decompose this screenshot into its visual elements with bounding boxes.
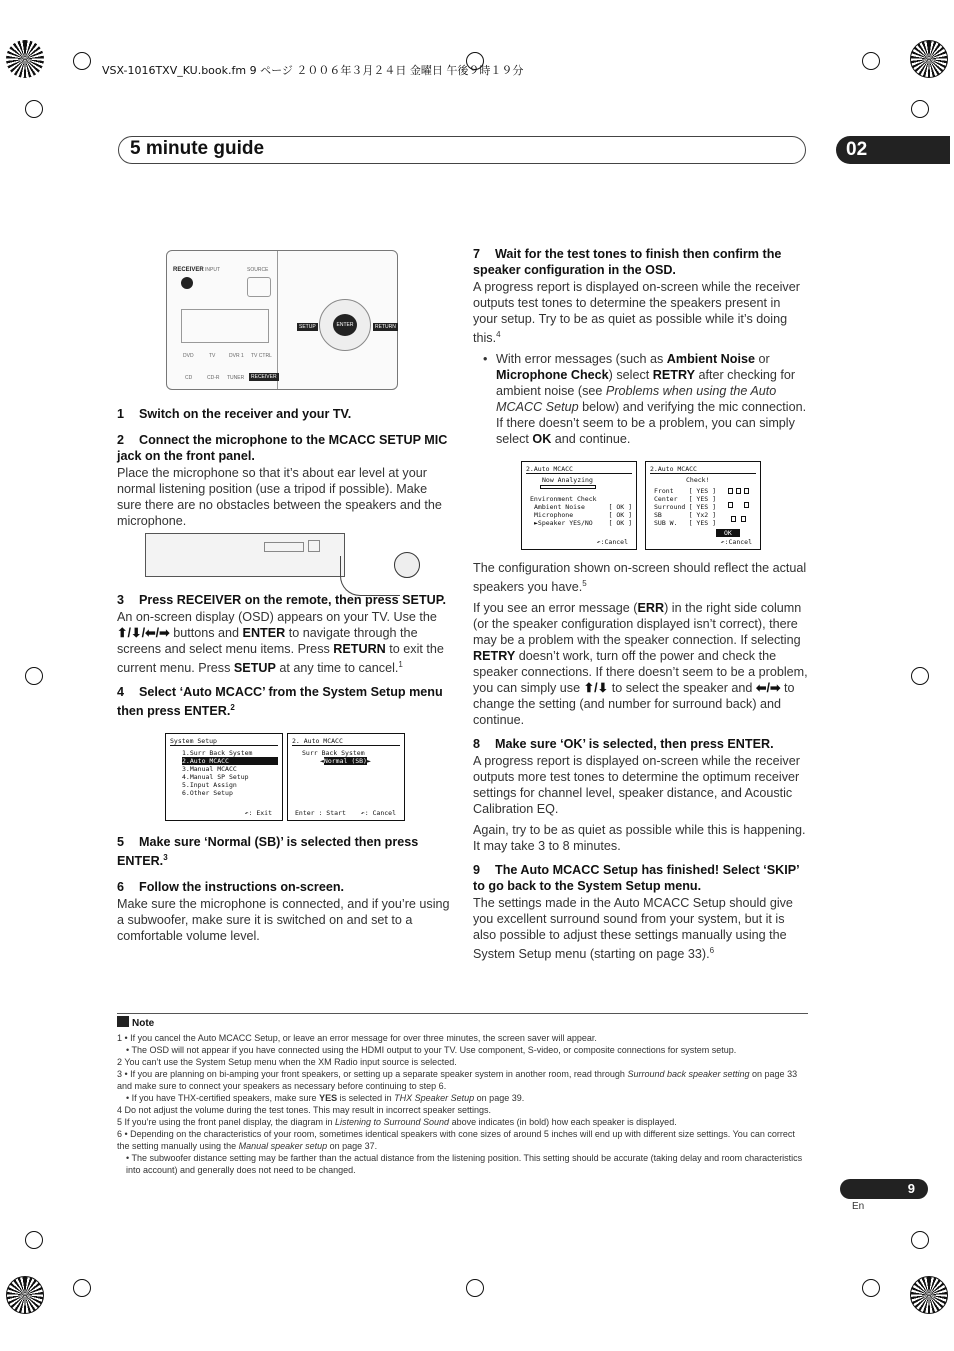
- crosshair-mark: [911, 667, 929, 685]
- step-6-text: Make sure the microphone is connected, and if you’re using a subwoofer, make sure it is switched on and set to a comfortable volume level.: [117, 897, 450, 944]
- osd-title: 2. Auto MCACC: [292, 737, 400, 746]
- crosshair-mark: [911, 100, 929, 118]
- source-label: SOURCE: [247, 267, 269, 273]
- receiver-button: RECEIVER: [251, 374, 277, 380]
- osd-footer-left: Enter : Start: [295, 809, 346, 817]
- note-item: 6 • Depending on the characteristics of your room, sometimes identical speakers with cone sizes of around 5 inches will end up with different size settings. You can correct the setting manually using the Manual speaker setup on page 37.: [117, 1129, 795, 1151]
- tuner-label: TUNER: [227, 375, 245, 381]
- step-1: 1 Switch on the receiver and your TV.: [117, 407, 352, 421]
- return-button: RETURN: [375, 324, 396, 330]
- progress-bar: [540, 485, 596, 489]
- crosshair-mark: [25, 100, 43, 118]
- note-item: 1 • If you cancel the Auto MCACC Setup, or leave an error message for over three minutes, the screen saver will appear.: [117, 1033, 597, 1043]
- step-5: 5 Make sure ‘Normal (SB)’ is selected then press ENTER.$^3$: [117, 835, 419, 869]
- left-column-3: [117, 826, 452, 949]
- osd-title: 2.Auto MCACC: [526, 465, 632, 474]
- enter-button: ENTER: [333, 314, 357, 336]
- remote-illustration: [166, 250, 398, 390]
- crosshair-mark: [862, 1279, 880, 1297]
- step-6: 6 Follow the instructions on-screen.: [117, 880, 345, 895]
- tvctrl-label: TV CTRL: [251, 353, 272, 359]
- front-panel-illustration: [145, 533, 345, 577]
- note-item: 4 Do not adjust the volume during the test tones. This may result in incorrect speaker settings.: [117, 1105, 492, 1115]
- step-7-text: A progress report is displayed on-screen while the receiver outputs test tones to determine the speakers present in your setup. Try to be as quiet as possible while it’s doing this.$^4$: [473, 280, 800, 346]
- left-column-2: [117, 584, 452, 720]
- input-label: INPUT: [205, 267, 220, 273]
- step-8-text-2: Again, try to be as quiet as possible while this is happening. It may take 3 to 8 minutes.: [473, 823, 806, 854]
- osd-line: Surr Back System: [302, 749, 365, 757]
- osd-check-label: Check!: [686, 476, 710, 484]
- page-number: 9: [840, 1179, 928, 1199]
- step-9-text: The settings made in the Auto MCACC Setup should give you excellent surround sound from your system, but it is also possible to adjust these settings manually using the System Setup menu (starting on page 33).$^6$: [473, 896, 793, 962]
- title-bar: [118, 136, 806, 164]
- step-3: 3 Press RECEIVER on the remote, then press SETUP.: [117, 593, 447, 607]
- registration-mark: [6, 40, 44, 78]
- registration-mark: [6, 1276, 44, 1314]
- lcd-display: [181, 309, 269, 343]
- note-item: 5 If you’re using the front panel display, the diagram in Listening to Surround Sound above indicates (in bold) how each speaker is displayed.: [117, 1117, 677, 1127]
- cdr-label: CD-R: [207, 375, 220, 381]
- note-item: • The OSD will not appear if you have connected using the HDMI output to your TV. Use component, S-video, or composite connections for system setup.: [126, 1045, 737, 1055]
- step-4: 4 Select ‘Auto MCACC’ from the System Setup menu then press ENTER.$^2$: [117, 685, 443, 719]
- setup-button: SETUP: [299, 324, 316, 330]
- chapter-tab: 02: [836, 136, 950, 164]
- osd-item-selected: 2.Auto MCACC: [182, 757, 278, 765]
- osd-item: 3.Manual MCACC: [182, 765, 237, 773]
- registration-mark: [910, 1276, 948, 1314]
- cd-label: CD: [185, 375, 193, 381]
- speaker-diagram: [728, 486, 750, 524]
- crosshair-mark: [25, 1231, 43, 1249]
- crosshair-mark: [862, 52, 880, 70]
- microphone-icon: [394, 552, 420, 578]
- right-column: [473, 238, 808, 452]
- osd-auto-mcacc: 2. Auto MCACC Surr Back System ◄Normal (SB)► Enter : Start ↶: Cancel: [287, 733, 405, 821]
- step-2: 2 Connect the microphone to the MCACC SETUP MIC jack on the front panel.: [117, 433, 448, 463]
- crosshair-mark: [73, 52, 91, 70]
- osd-item: 5.Input Assign: [182, 781, 237, 789]
- osd-item: 4.Manual SP Setup: [182, 773, 249, 781]
- crosshair-mark: [911, 1231, 929, 1249]
- step-2-text: Place the microphone so that it’s about ear level at your normal listening position (use a tripod if possible). Make sure there are no obstacles between the speakers and the microphone.: [117, 466, 442, 528]
- osd-footer: ↶:Cancel: [720, 538, 752, 546]
- registration-mark: [910, 40, 948, 78]
- notes-section: [117, 1013, 808, 1176]
- config-text: The configuration shown on-screen should reflect the actual speakers you have.$^5$: [473, 561, 807, 595]
- power-button: [181, 277, 193, 289]
- error-text: If you see an error message (ERR) in the right side column (or the speaker configuration displayed isn’t correct), there may be a problem with the speaker connection. If selecting RETRY doesn’t work, turn off the power and check the speaker connections. If there doesn’t seem to be a problem, you can simply use ⬆/⬇ to select the speaker and ⬅/➡ to change the setting (and number for surround back) and continue.: [473, 601, 808, 728]
- dvd-label: DVD: [183, 353, 194, 359]
- left-column: [117, 398, 452, 534]
- right-column-2: [473, 560, 808, 967]
- osd-system-setup: [165, 733, 283, 821]
- note-item: • If you have THX-certified speakers, make sure YES is selected in THX Speaker Setup on page 39.: [126, 1093, 525, 1103]
- note-item: • The subwoofer distance setting may be farther than the actual distance from the listening position. This setting should be accurate (taking delay and room characteristics into account) and generally does not need to be changed.: [126, 1153, 803, 1175]
- tv-label: TV: [209, 353, 216, 359]
- osd-footer: ↶:Cancel: [596, 538, 628, 546]
- notes-heading: Note: [117, 1016, 808, 1030]
- step-8: 8 Make sure ‘OK’ is selected, then press ENTER.: [473, 737, 774, 752]
- page-title: 5 minute guide: [130, 138, 265, 159]
- ok-button: OK: [716, 529, 740, 537]
- osd-now-analyzing: 2.Auto MCACC Now Analyzing Environment Check Ambient Noise [ OK ] Microphone [ OK ] ►Speaker YES/NO [ OK ] ↶:Cancel: [521, 461, 637, 550]
- bullet-error-messages: • With error messages (such as Ambient Noise or Microphone Check) select RETRY after checking for ambient noise (see Problems when using the Auto MCACC Setup below) and verifying the mic connection. If there doesn’t seem to be a problem, you can simply select OK and continue.: [473, 351, 808, 447]
- note-item: 3 • If you are planning on bi-amping your front speakers, or setting up a separate speaker system in another room, read through Surround back speaker setting on page 33 and make sure to connect your speakers as necessary before continuing to step 6.: [117, 1069, 798, 1091]
- note-icon: [117, 1016, 129, 1027]
- step-8-text: A progress report is displayed on-screen while the receiver outputs more test tones to determine the optimum receiver settings for channel level, speaker distance, and Acoustic Calibration EQ.: [473, 754, 800, 817]
- receiver-label: RECEIVER: [173, 267, 204, 273]
- note-item: 2 You can’t use the System Setup menu when the XM Radio input source is selected.: [117, 1057, 457, 1067]
- step-3-text: An on-screen display (OSD) appears on your TV. Use the ⬆/⬇/⬅/➡ buttons and ENTER to navigate through the screens and select menu items. Press RETURN to exit the current menu. Press SETUP at any time to cancel.$^1$: [117, 610, 444, 676]
- osd-env: Environment Check: [530, 495, 597, 503]
- osd-line: Now Analyzing: [542, 476, 593, 484]
- osd-item: 6.Other Setup: [182, 789, 233, 797]
- crosshair-mark: [25, 667, 43, 685]
- osd-title: System Setup: [170, 737, 278, 746]
- file-header: VSX-1016TXV_KU.book.fm 9 ページ ２００６年３月２４日 金曜日 午後９時１９分: [102, 64, 524, 77]
- osd-selection: Normal (SB): [323, 757, 367, 765]
- dvr1-label: DVR 1: [229, 353, 244, 359]
- osd-footer-right: ↶: Cancel: [360, 809, 396, 817]
- osd-title: 2.Auto MCACC: [650, 465, 756, 474]
- crosshair-mark: [73, 1279, 91, 1297]
- step-9: 9 The Auto MCACC Setup has finished! Select ‘SKIP’ to go back to the System Setup menu.: [473, 863, 799, 894]
- osd-check: 2.Auto MCACC Check! Front [ YES ] Center [ YES ] Surround [ YES ] SB [ Yx2 ] SUB W. [ YES ] OK ↶:Cancel: [645, 461, 761, 550]
- osd-footer: ↶: Exit: [244, 809, 272, 817]
- crosshair-mark: [466, 1279, 484, 1297]
- page-language: En: [852, 1201, 865, 1212]
- step-7: 7 Wait for the test tones to finish then confirm the speaker configuration in the OSD.: [473, 247, 782, 277]
- osd-item: 1.Surr Back System: [182, 749, 253, 757]
